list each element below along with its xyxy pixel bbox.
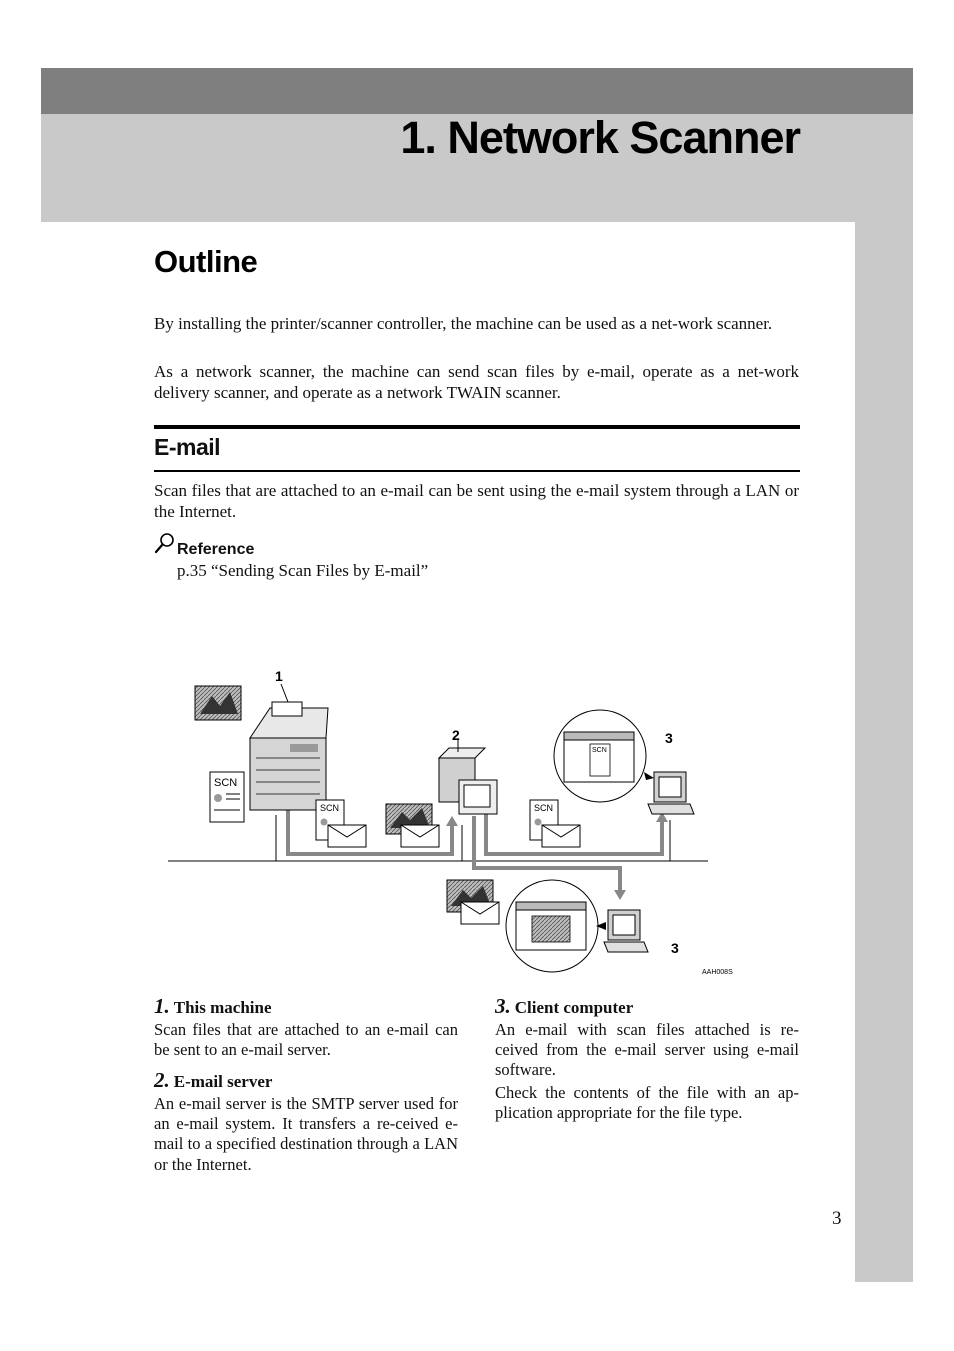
copier-icon: [250, 702, 328, 810]
outline-paragraph-2: As a network scanner, the machine can send scan files by e-mail, operate as a net-work delivery scanner, and operate as a network TWAIN scanner.: [154, 362, 799, 402]
callout-2: 2: [452, 727, 460, 743]
outline-paragraph-1: By installing the printer/scanner controller, the machine can be used as a net-work scanner.: [154, 314, 773, 333]
client-computer-icon: [648, 772, 694, 814]
reference-link[interactable]: p.35 “Sending Scan Files by E-mail”: [177, 561, 429, 580]
svg-text:SCN: SCN: [214, 777, 238, 789]
page-side-tab: [855, 222, 913, 1282]
reference-heading: [154, 532, 254, 559]
section-title-email: E-mail: [154, 434, 221, 460]
magnifier-icon: [154, 532, 176, 559]
section-title-outline: Outline: [154, 244, 258, 279]
item-2-body: An e-mail server is the SMTP server used for an e-mail system. It transfers a re-ceived e-mail to a specified destination through a LAN or the Internet.: [154, 1094, 458, 1174]
callout-3-top: 3: [665, 730, 673, 746]
item-1-title: This machine: [173, 998, 272, 1017]
page-number: 3: [832, 1208, 842, 1229]
envelope-icon: [542, 825, 580, 847]
item-3-title: Client computer: [514, 998, 634, 1017]
item-3-body-2: Check the contents of the file with an ap-plication appropriate for the file type.: [495, 1083, 799, 1123]
envelope-icon: [328, 825, 366, 847]
section-rule-bottom: [154, 470, 800, 472]
svg-text:SCN: SCN: [534, 803, 554, 813]
chapter-header-bar: [41, 68, 913, 114]
email-network-diagram: [160, 660, 740, 985]
callout-1: 1: [275, 668, 283, 684]
email-paragraph: Scan files that are attached to an e-mail can be sent using the e-mail system through a LAN or the Internet.: [154, 481, 799, 521]
callout-3-bottom: 3: [671, 940, 679, 956]
item-3-body-1: An e-mail with scan files attached is re-ceived from the e-mail server using e-mail software.: [495, 1020, 799, 1080]
scan-document-icon: [210, 772, 244, 822]
svg-text:SCN: SCN: [592, 747, 607, 754]
item-2-title: E-mail server: [173, 1072, 273, 1091]
reference-label: Reference: [177, 541, 255, 558]
svg-text:SCN: SCN: [320, 803, 340, 813]
client-computer-icon: [604, 910, 648, 952]
item-2-heading: 2. E-mail server: [154, 1068, 273, 1092]
item-1-heading: 1. This machine: [154, 994, 272, 1018]
envelope-icon: [461, 902, 499, 924]
chapter-title: 1. Network Scanner: [400, 112, 800, 163]
envelope-icon: [401, 825, 439, 847]
server-icon: [439, 748, 497, 814]
item-3-heading: 3. Client computer: [495, 994, 634, 1018]
item-1-body: Scan files that are attached to an e-mail can be sent to an e-mail server.: [154, 1020, 458, 1060]
figure-id: AAH008S: [702, 969, 733, 976]
photo-icon: [195, 686, 241, 720]
section-rule-top: [154, 425, 800, 429]
